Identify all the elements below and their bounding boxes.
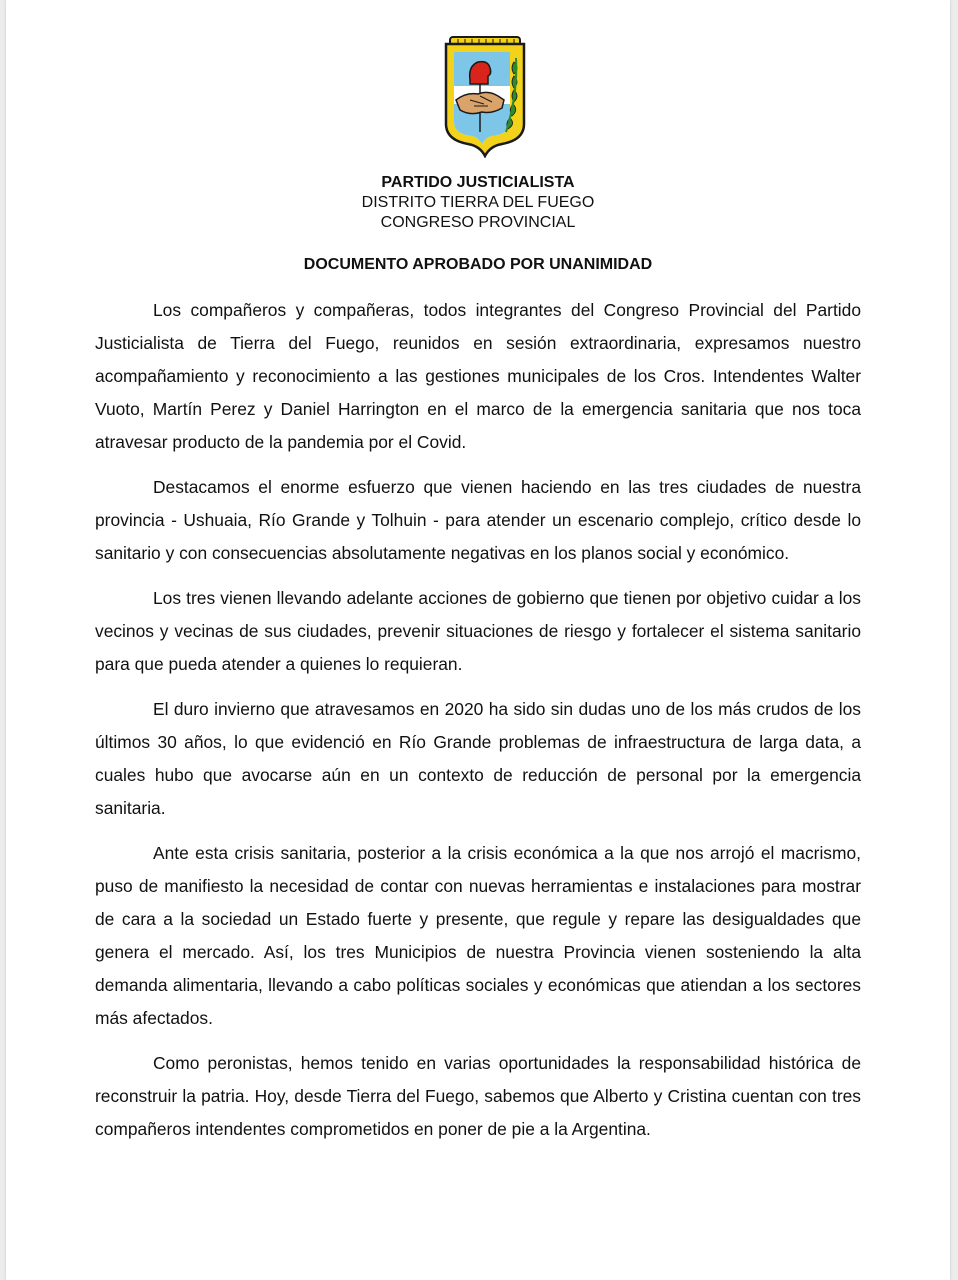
congress-name: CONGRESO PROVINCIAL (380, 214, 576, 231)
document-body (95, 294, 861, 1158)
paragraph-4: El duro invierno que atravesamos en 2020 ha sido sin dudas uno de los más crudos de los últimos 30 años, lo que evidenció en Río Grande problemas de infraestructura de larga data, a cuales hubo que avocarse aún en un contexto de reducción de personal por la emergencia sanitaria. (95, 699, 861, 818)
district-name: DISTRITO TIERRA DEL FUEGO (361, 194, 595, 211)
document-title: DOCUMENTO APROBADO POR UNANIMIDAD (303, 256, 653, 273)
party-name: PARTIDO JUSTICIALISTA (381, 174, 575, 191)
paragraph-2: Destacamos el enorme esfuerzo que vienen haciendo en las tres ciudades de nuestra provincia - Ushuaia, Río Grande y Tolhuin - para atender un escenario complejo, crítico desde lo sanitario y con consecuencias absolutamente negativas en los planos social y económico. (95, 477, 861, 563)
phrygian-cap (470, 62, 491, 84)
paragraph-5: Ante esta crisis sanitaria, posterior a la crisis económica a la que nos arrojó el macrismo, puso de manifiesto la necesidad de contar con nuevas herramientas e instalaciones para mostrar de cara a la sociedad un Estado fuerte y presente, que regule y repare las desigualdades que genera el mercado. Así, los tres Municipios de nuestra Provincia vienen sosteniendo la alta demanda alimentaria, llevando a cabo políticas sociales y económicas que atiendan a los sectores más afectados. (95, 843, 861, 1028)
paragraph-1: Los compañeros y compañeras, todos integrantes del Congreso Provincial del Partido Justicialista de Tierra del Fuego, reunidos en sesión extraordinaria, expresamos nuestro acompañamiento y reconocimiento a las gestiones municipales de los Cros. Intendentes Walter Vuoto, Martín Perez y Daniel Harrington en el marco de la emergencia sanitaria que nos toca atravesar producto de la pandemia por el Covid. (95, 300, 861, 452)
document-page (6, 0, 950, 1280)
party-shield-logo (440, 34, 530, 158)
paragraph-6: Como peronistas, hemos tenido en varias oportunidades la responsabilidad histórica de reconstruir la patria. Hoy, desde Tierra del Fuego, sabemos que Alberto y Cristina cuentan con tres compañeros intendentes comprometidos en poner de pie a la Argentina. (95, 1053, 861, 1139)
paragraph-3: Los tres vienen llevando adelante acciones de gobierno que tienen por objetivo cuidar a los vecinos y vecinas de sus ciudades, prevenir situaciones de riesgo y fortalecer el sistema sanitario para que pueda atender a quienes lo requieran. (95, 588, 861, 674)
